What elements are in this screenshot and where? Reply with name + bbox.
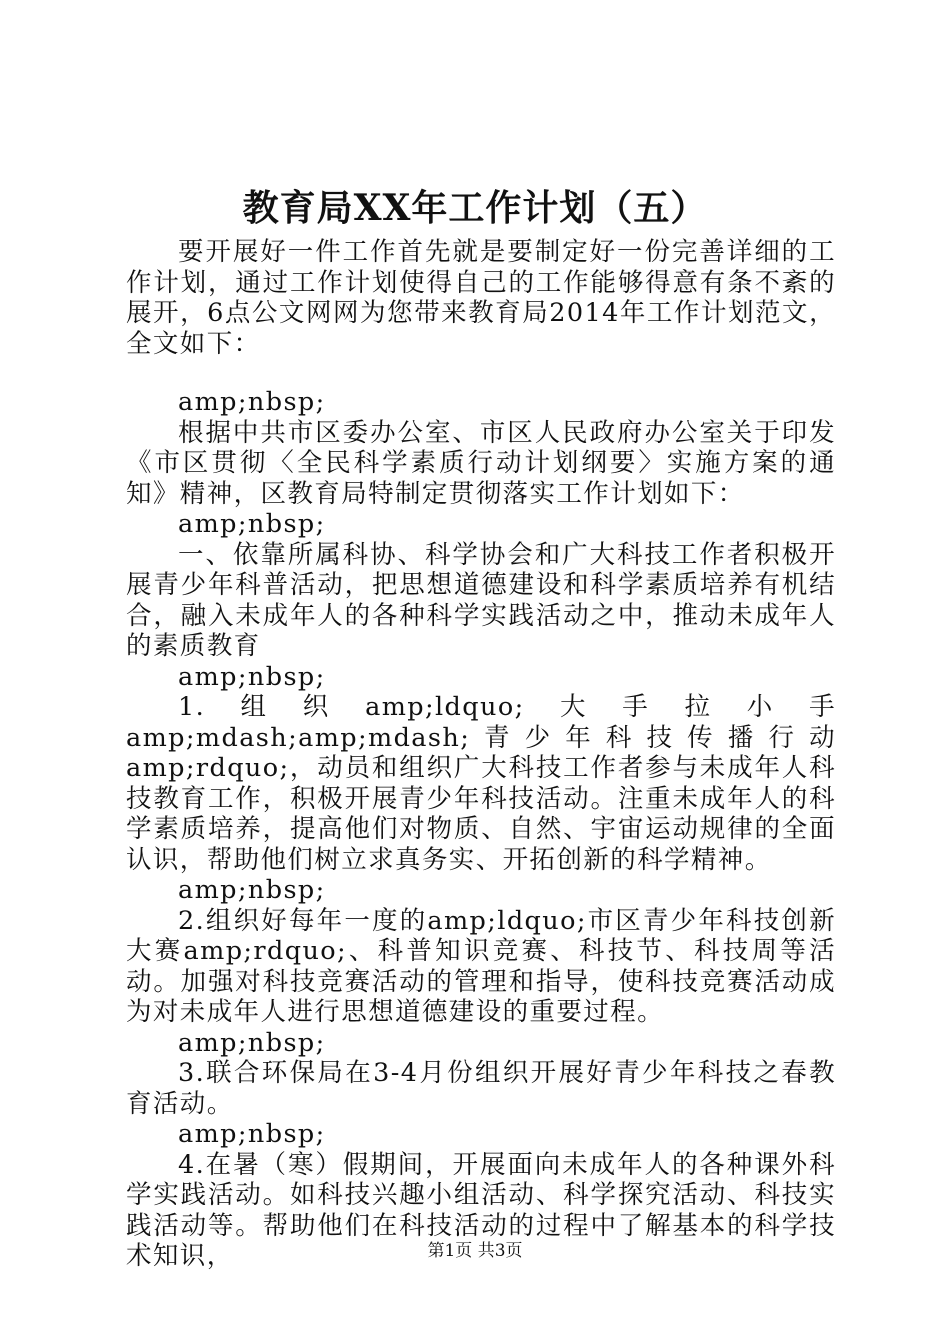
document-body <box>126 237 836 1272</box>
page-footer: 第1页 共3页 <box>427 1241 523 1261</box>
paragraph-gap <box>126 359 836 387</box>
nbsp-line: amp;nbsp; <box>178 875 326 905</box>
nbsp-line: amp;nbsp; <box>178 509 326 539</box>
intro-paragraph: 要开展好一件工作首先就是要制定好一份完善详细的工作计划，通过工作计划使得自己的工作能够得意有条不紊的展开，6点公文网网为您带来教育局2014年工作计划范文，全文如下： <box>126 237 836 359</box>
item-1-paragraph: 1.组织amp;ldquo;大手拉小手amp;mdash;amp;mdash;青少年科技传播行动amp;rdquo;，动员和组织广大科技工作者参与未成年人科技教育工作，积极开展青少年科技活动。注重未成年人的科学素质培养，提高他们对物质、自然、宇宙运动规律的全面认识，帮助他们树立求真务实、开拓创新的科学精神。 <box>126 692 836 875</box>
document-title: 教育局XX年工作计划（五） <box>242 187 708 229</box>
section-one-heading: 一、依靠所属科协、科学协会和广大科技工作者积极开展青少年科普活动，把思想道德建设和科学素质培养有机结合，融入未成年人的各种科学实践活动之中，推动未成年人的素质教育 <box>126 539 836 661</box>
nbsp-line: amp;nbsp; <box>178 1119 326 1149</box>
nbsp-line: amp;nbsp; <box>178 387 326 417</box>
item-3-paragraph: 3.联合环保局在3-4月份组织开展好青少年科技之春教育活动。 <box>126 1058 836 1119</box>
item-2-paragraph: 2.组织好每年一度的amp;ldquo;市区青少年科技创新大赛amp;rdquo;、科普知识竞赛、科技节、科技周等活动。加强对科技竞赛活动的管理和指导，使科技竞赛活动成为对未成年人进行思想道德建设的重要过程。 <box>126 905 836 1027</box>
nbsp-line: amp;nbsp; <box>178 1027 326 1058</box>
item-4-paragraph: 4.在暑（寒）假期间，开展面向未成年人的各种课外科学实践活动。如科技兴趣小组活动、科学探究活动、科技实践活动等。帮助他们在科技活动的过程中了解基本的科学技术知识， <box>126 1149 836 1271</box>
nbsp-line: amp;nbsp; <box>178 661 326 692</box>
basis-paragraph: 根据中共市区委办公室、市区人民政府办公室关于印发《市区贯彻〈全民科学素质行动计划纲要〉实施方案的通知》精神，区教育局特制定贯彻落实工作计划如下： <box>126 417 836 509</box>
